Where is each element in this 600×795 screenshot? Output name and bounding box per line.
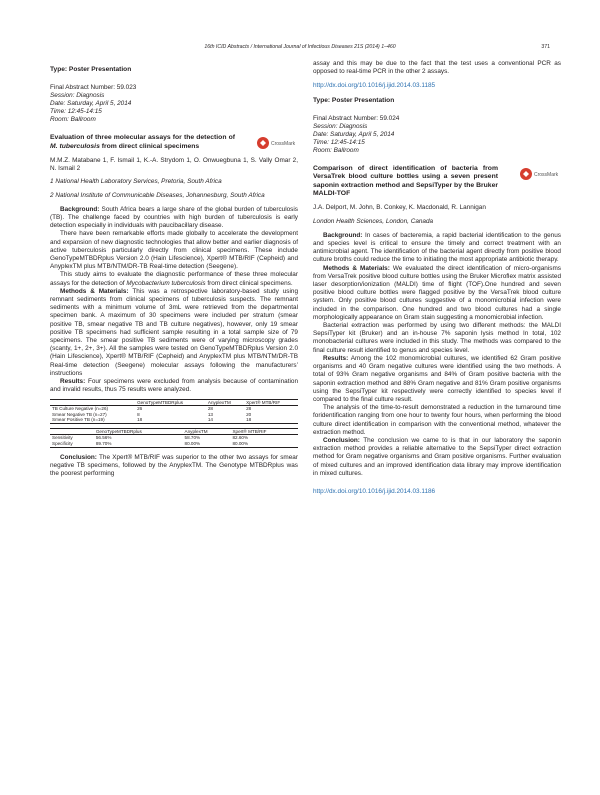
results-table-1 (50, 399, 298, 424)
extraction-paragraph: Bacterial extraction was performed by using two different methods: the MALDI SepsiTyper kit (Bruker) and an in-house 7% saponin lysis method In total, 102 monobacterial cultures were included in this study. The methods was compared to the final culture result identified to genus and species level. (313, 322, 561, 354)
page-number: 371 (541, 44, 550, 50)
table-row: Sensitivity 56.56% 58.70% 82.60% (52, 435, 249, 441)
methods-paragraph: Methods & Materials: This was a retrospective laboratory-based study using remnant sediments from clinical specimens of tuberculosis suspects. The remnant sediments with a minimum volume of 3mL were retrieved from the departmental specimen bank. A maximum of 30 specimens were included per stratum (smear positive TB, smear negative TB and TB culture negatives), however, only 19 smear positive TB specimens had sufficient sample resulting in a total sample size of 79 specimens. The smear positive TB sediments were of varying microscopy grades (scanty, 1+, 2+, 3+). All the samples were tested on GenoTypeMTBDRplus Version 2.0 (Hain Lifescience), Xpert® MTB/RIF (Cepheid) and AnyplexTM plus MTB/NTM/DR-TB Real-time detection (Seegene) molecular assays following the manufacturers’ instructions (50, 287, 298, 377)
crossmark-icon[interactable] (519, 167, 559, 181)
paragraph-3: This study aims to evaluate the diagnostic performance of these three molecular assays for the detection of Mycobacterium tuberculosis from direct clinical specimens. (50, 271, 298, 287)
room: Room: Ballroom (50, 116, 96, 124)
abstract-meta (313, 115, 561, 155)
results-table-2 (50, 428, 298, 448)
time: Time: 12:45-14:15 (50, 108, 102, 116)
table-row: TB Culture Negative (n=26) 26 28 28 (52, 406, 252, 412)
table2-header (50, 428, 94, 435)
table1-header: GenoTypeMTBDRplus (135, 399, 206, 406)
table-row: Smear Negative TB (n=27) 8 13 20 (52, 411, 252, 417)
abstract-title: Comparison of direct identification of bacteria from VersaTrek blood culture bottles using a seven present saponin extraction method and SepsiTyper by the Bruker MALDI-TOF (313, 164, 498, 198)
authors: M.M.Z. Matabane 1, F. Ismail 1, K.-A. Strydom 1, O. Onwuegbuna 1, S. Vally Omar 2, N. Ismail 2 (50, 157, 298, 173)
session: Session: Diagnosis (50, 92, 105, 100)
affiliation-1: 1 National Health Laboratory Services, Pretoria, South Africa (50, 178, 222, 186)
doi-link-2[interactable]: http://dx.doi.org/10.1016/j.ijid.2014.03.1186 (313, 487, 436, 495)
analysis-paragraph: The analysis of the time-to-result demonstrated a reduction in the turnaround time foridentification ranging from one hour to twenty four hours, when performing the blood culture direct identification in comparison with the conventional method, whatever the extraction method. (313, 404, 561, 436)
title-block (313, 165, 561, 199)
abstract-title: Evaluation of three molecular assays for the detection of M. tuberculosis from direct clinical specimens (50, 134, 235, 150)
affiliation-2: 2 National Institute of Communicable Diseases, Johannesburg, South Africa (50, 191, 265, 199)
running-header (50, 44, 550, 54)
journal-running-title: 16th ICID Abstracts / International Journal of Infectious Diseases 21S (2014) 1–460 (204, 44, 396, 50)
table-row: Specificity 89.70% 80.00% 80.00% (50, 441, 298, 447)
table2-header: GenoTypeMTBDRplus (94, 428, 183, 435)
time: Time: 12:45-14:15 (313, 138, 365, 146)
paragraph-2: There have been remarkable efforts made globally to accelerate the development and expansion of new diagnostic technologies that allow better and earlier diagnosis of active tuberculosis particularly directly from clinical specimens. These include GenoTypeMTBDRplus Version 2.0 (Hain Lifescience), Xpert® MTB/RIF (Cepheid) and AnyplexTM plus MTB/NTM/DR-TB Real-time detection (Seegene). (50, 230, 298, 271)
doi-link-1[interactable]: http://dx.doi.org/10.1016/j.ijid.2014.03.1185 (313, 82, 436, 90)
date: Date: Saturday, April 5, 2014 (50, 100, 132, 108)
crossmark-label: CrossMark (534, 171, 559, 178)
abstract-number: Final Abstract Number: 59.023 (50, 84, 137, 92)
crossmark-label: CrossMark (271, 141, 296, 148)
abstract-type: Type: Poster Presentation (313, 96, 395, 104)
abstract-meta (50, 84, 298, 124)
right-column (313, 60, 561, 496)
conclusion-paragraph: Conclusion: The conclusion we came to is that in our laboratory the saponin extraction method provides a reliable alternative to the SepsiTyper direct extraction method for Gram negative organisms and Gram positive organisms. Further evaluation of mixed cultures and an improved identification data library may improve identification in mixed cultures. (313, 436, 561, 477)
authors: J.A. Delport, M. John, B. Conkey, K. Macdonald, R. Lannigan (313, 204, 486, 212)
results-paragraph: Results: Four specimens were excluded from analysis because of contamination and invalid results, thus 75 results were analyzed. (50, 378, 298, 394)
abstract-type: Type: Poster Presentation (50, 66, 132, 73)
table1-header: AnyplexTM (206, 399, 244, 406)
background-paragraph: Background: South Africa bears a large share of the global burden of tuberculosis (TB). The challenge faced by countries with high burden of tuberculosis is early detection especially in individuals with paucibacillary disease. (50, 205, 298, 230)
methods-paragraph: Methods & Materials: We evaluated the direct identification of micro-organisms from VersaTrek positive blood culture bottles using the Bruker Microflex matrix assisted laser desorption/ionization (MALDI) time of flight (TOF).One hundred and seven positive blood culture bottles were flagged positive by the VersaTrek blood culture system. Only positive blood cultures suggestive of a monomicrobial infection were included in the comparison. One hundred and two blood cultures had a single morphologically appearance on Gram stain suggesting a monomicrobial infection. (313, 264, 561, 321)
title-block (50, 134, 298, 151)
table2-header: AnyplexTM (183, 428, 231, 435)
table-row: Smear Positive TB (n=19) 18 14 18 (50, 417, 298, 423)
background-paragraph: Background: In cases of bacteremia, a rapid bacterial identification to the genus and species level is critical to ensure the timely and correct treatment with an antimicrobial agent. The identification of the bacterial agent directly from positive blood culture broths could reduce the time to initiating the most appropriate antibiotic therapy. (313, 231, 561, 264)
results-paragraph: Results: Among the 102 monomicrobial cultures, we identified 62 Gram positive organisms and 40 Gram negative cultures were identified using the two methods. A total of 93% Gram negative organisms and 84% of Gram positive bacteria with the saponin extraction method and 88% Gram negative and 81% Gram positive organisms using the SepsiTyper kit respectively were correctly identified to species level if compared to the final culture result. (313, 354, 561, 403)
table1-header: Xpert® MTB/RIF (244, 399, 298, 406)
conclusion-paragraph: Conclusion: The Xpert® MTB/RIF was superior to the other two assays for smear negative TB specimens, followed by the AnyplexTM. The Genotype MTBDRplus was the poorest performing (50, 453, 298, 478)
room: Room: Ballroom (313, 146, 359, 154)
crossmark-icon[interactable] (256, 136, 296, 150)
abstract-number: Final Abstract Number: 59.024 (313, 114, 400, 122)
left-column (50, 60, 298, 478)
session: Session: Diagnosis (313, 122, 368, 130)
date: Date: Saturday, April 5, 2014 (313, 130, 395, 138)
table1-header (50, 399, 135, 406)
affiliation: London Health Sciences, London, Canada (313, 217, 434, 225)
table2-header: Xpert® MTB/RIF (230, 428, 298, 435)
continuation-paragraph: assay and this may be due to the fact that the test uses a conventional PCR as opposed to real-time PCR in the other 2 assays. (313, 60, 561, 76)
